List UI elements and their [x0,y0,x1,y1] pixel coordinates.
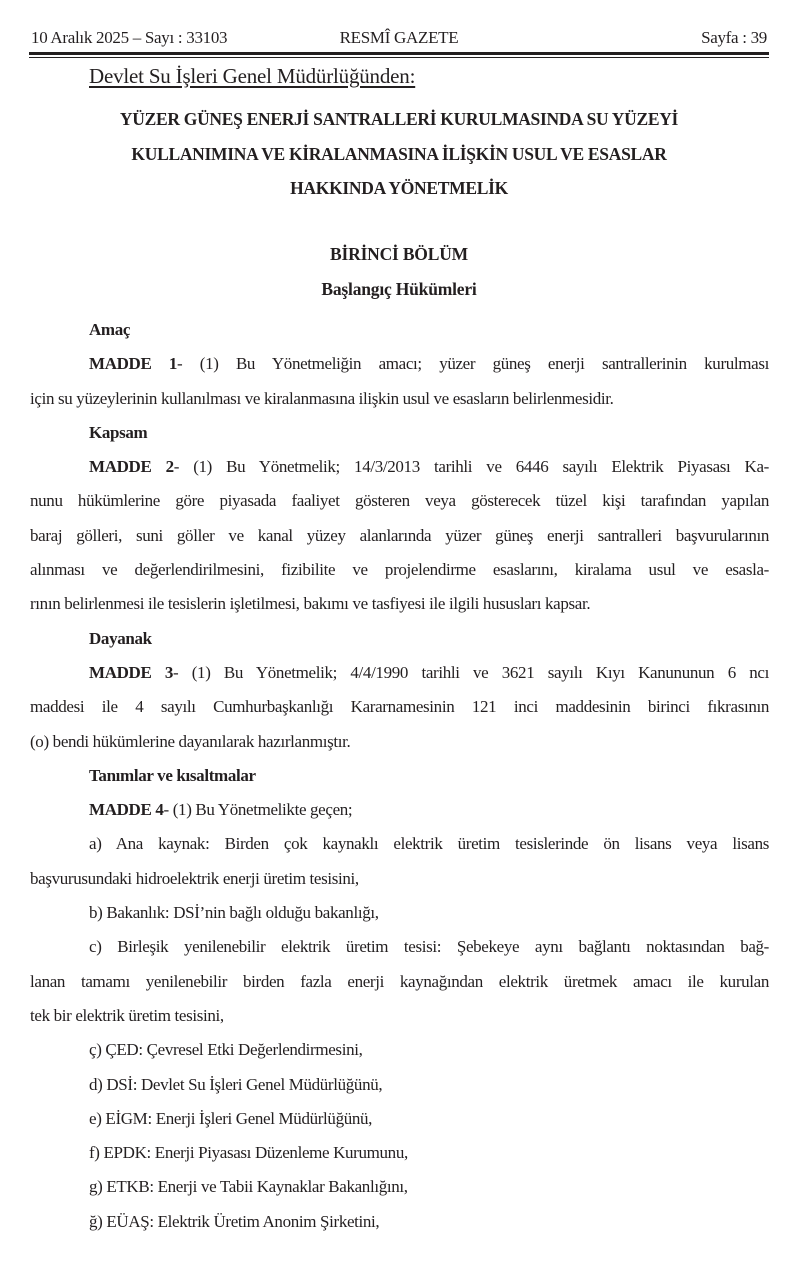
article-label: MADDE 3 [89,662,174,682]
article-line: alınması ve değerlendirilmesini, fizibilite ve projelendirme esaslarını, kiralama usul ve esasla- [30,560,769,580]
definition-line: g) ETKB: Enerji ve Tabii Kaynaklar Bakanlığını, [89,1177,408,1197]
article-line: baraj gölleri, suni göller ve kanal yüzey alanlarında yüzer güneş enerji santralleri başvurularının [30,525,769,545]
article-text: - (1) Bu Yönetmelik; 14/3/2013 tarihli ve 6446 sayılı Elektrik Piyasası Ka- [173,457,769,477]
page-number: Sayfa : 39 [701,28,767,47]
publication-name: RESMÎ GAZETE [339,28,459,47]
heading-text: Tanımlar ve kısaltmalar [89,765,256,785]
article-heading [30,759,769,793]
part-title: BİRİNCİ BÖLÜM [330,244,468,264]
article-line: için su yüzeylerinin kullanılması ve kiralanmasına ilişkin usul ve esasların belirlenmesidir. [30,388,614,408]
article-line [30,450,769,484]
article-label: MADDE 1 [89,354,178,374]
issue-date-number: 10 Aralık 2025 – Sayı : 33103 [31,28,228,47]
definition-line: ğ) EÜAŞ: Elektrik Üretim Anonim Şirketini, [89,1211,380,1231]
header-rule-thick [29,52,769,55]
definition-line: a) Ana kaynak: Birden çok kaynaklı elektrik üretim tesislerinde ön lisans veya lisans [89,834,769,854]
article-text: - (1) Bu Yönetmelikte geçen; [163,800,353,820]
article-heading [30,622,769,656]
heading-text: Kapsam [89,422,148,442]
article-line [30,793,769,827]
title-line: KULLANIMINA VE KİRALANMASINA İLİŞKİN USUL VE ESASLAR [131,143,667,164]
definition-line: c) Birleşik yenilenebilir elektrik üretim tesisi: Şebekeye aynı bağlantı noktasından bağ- [89,937,769,957]
article-line: (o) bendi hükümlerine dayanılarak hazırlanmıştır. [30,731,351,751]
article-heading [30,313,769,347]
article-text: - (1) Bu Yönetmelik; 4/4/1990 tarihli ve 3621 sayılı Kıyı Kanununun 6 ncı [173,662,769,682]
regulation-title [30,102,768,206]
page-header [31,28,767,50]
definition-line: ç) ÇED: Çevresel Etki Değerlendirmesini, [89,1040,363,1060]
article-line [30,656,769,690]
part-subtitle: Başlangıç Hükümleri [321,279,477,299]
definition-line: f) EPDK: Enerji Piyasası Düzenleme Kurumunu, [89,1143,408,1163]
definition-line: e) EİGM: Enerji İşleri Genel Müdürlüğünü, [89,1108,373,1128]
title-line: HAKKINDA YÖNETMELİK [290,178,508,198]
document-body [30,313,769,1239]
article-text: - (1) Bu Yönetmeliğin amacı; yüzer güneş enerji santrallerinin kurulması [177,354,769,374]
definition-line: b) Bakanlık: DSİ’nin bağlı olduğu bakanlığı, [89,903,379,923]
article-line: rının belirlenmesi ile tesislerin işletilmesi, bakımı ve tasfiyesi ile ilgili hususları kapsar. [30,594,591,614]
definition-line: d) DSİ: Devlet Su İşleri Genel Müdürlüğünü, [89,1074,383,1094]
definition-line: tek bir elektrik üretim tesisini, [30,1005,224,1025]
article-line: nunu hükümlerine göre piyasada faaliyet gösteren veya gösterecek tüzel kişi tarafından yapılan [30,491,769,511]
article-line [30,347,769,381]
heading-text: Dayanak [89,628,152,648]
definition-line: lanan tamamı yenilenebilir birden fazla enerji kaynağından elektrik üretmek amacı ile kurulan [30,971,769,991]
definition-line: başvurusundaki hidroelektrik enerji üretim tesisini, [30,868,359,888]
article-line: maddesi ile 4 sayılı Cumhurbaşkanlığı Kararnamesinin 121 inci maddesinin birinci fıkrasının [30,697,769,717]
title-line: YÜZER GÜNEŞ ENERJİ SANTRALLERİ KURULMASINDA SU YÜZEYİ [119,109,679,129]
heading-text: Amaç [89,320,131,339]
issuing-authority: Devlet Su İşleri Genel Müdürlüğünden: [89,64,416,88]
article-heading [30,416,769,450]
article-label: MADDE 2 [89,457,174,477]
article-label: MADDE 4 [89,800,164,820]
header-rule-thin [29,57,769,58]
